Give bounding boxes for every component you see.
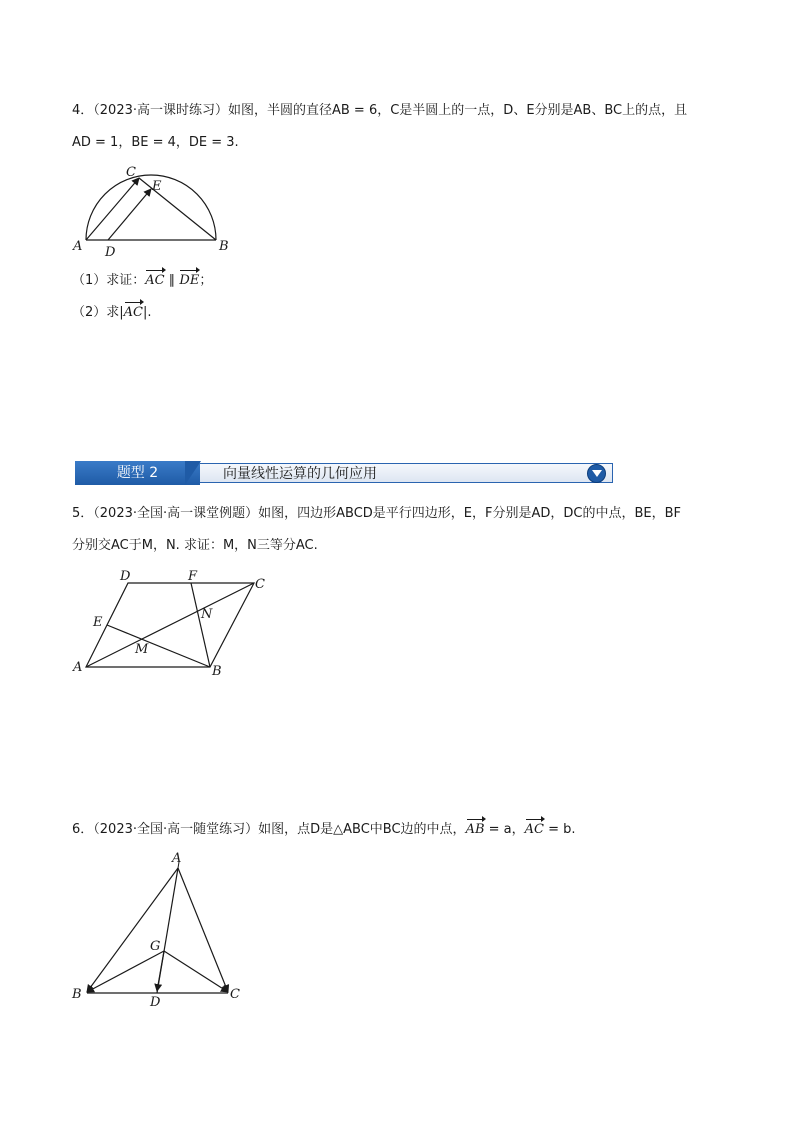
label-g: G [150, 939, 161, 954]
eq-b: = b. [543, 822, 576, 837]
label-d: D [120, 569, 131, 584]
eq-a: = a， [484, 822, 525, 837]
segment-bf [191, 583, 210, 667]
q2-prefix: （2）求| [72, 305, 124, 320]
problem-5-statement-line-2: 分别交AC于M，N. 求证：M，N三等分AC. [72, 538, 318, 553]
vector-de [108, 189, 151, 240]
q2-suffix: |. [143, 305, 152, 320]
semicircle-arc [86, 175, 216, 240]
vector-ab-text: AB [465, 822, 485, 837]
label-c: C [230, 987, 240, 1002]
label-e: E [152, 179, 162, 194]
vector-ac-text: AC [524, 822, 544, 837]
label-c: C [255, 577, 265, 592]
vector-ab [87, 868, 178, 992]
label-e: E [93, 615, 103, 630]
problem-4-statement-line-1: 4．（2023·高一课时练习）如图，半圆的直径AB = 6，C是半圆上的一点，D、E分别是AB、BC上的点，且 [72, 103, 688, 118]
label-c: C [126, 165, 136, 180]
problem-5-statement-line-1: 5．（2023·全国·高一课堂例题）如图，四边形ABCD是平行四边形，E，F分别是AD，DC的中点，BE，BF [72, 506, 682, 521]
section-tag: 题型 2 [75, 461, 200, 485]
label-d: D [105, 245, 116, 260]
label-m: M [135, 642, 149, 657]
parallel-symbol: ∥ [164, 273, 180, 288]
chevron-down-circle-icon [587, 464, 606, 483]
label-d: D [150, 995, 161, 1010]
label-f: F [188, 569, 198, 584]
problem-6-triangle-figure [68, 848, 253, 1013]
label-a: A [73, 239, 83, 254]
label-a: A [172, 851, 182, 866]
label-a: A [73, 660, 83, 675]
label-n: N [201, 607, 213, 622]
vector-ac [178, 868, 228, 992]
vector-gc [164, 951, 228, 992]
segment-cb [139, 178, 216, 240]
label-b: B [219, 239, 229, 254]
section-banner [75, 461, 613, 485]
q1-prefix: （1）求证： [72, 273, 146, 288]
section-title: 向量线性运算的几何应用 [193, 463, 613, 483]
p6-prefix: 6．（2023·全国·高一随堂练习）如图，点D是△ABC中BC边的中点， [72, 822, 466, 837]
label-b: B [212, 664, 222, 679]
problem-6-statement [72, 821, 576, 839]
vector-gb [87, 951, 164, 992]
problem-5-parallelogram-figure [68, 565, 278, 683]
banner-slant-decoration [185, 461, 201, 485]
label-b: B [72, 987, 82, 1002]
vector-ac-magnitude: AC [123, 305, 143, 320]
vector-de-text: DE [179, 273, 200, 288]
problem-4-question-2 [72, 304, 152, 322]
problem-4-statement-line-2: AD = 1，BE = 4，DE = 3. [72, 135, 239, 150]
q1-suffix: ； [199, 273, 213, 288]
vector-ac-text: AC [145, 273, 165, 288]
problem-4-semicircle-figure [68, 160, 238, 260]
vector-gd [157, 951, 164, 991]
problem-4-question-1 [72, 272, 212, 290]
diagonal-ac [86, 583, 254, 667]
